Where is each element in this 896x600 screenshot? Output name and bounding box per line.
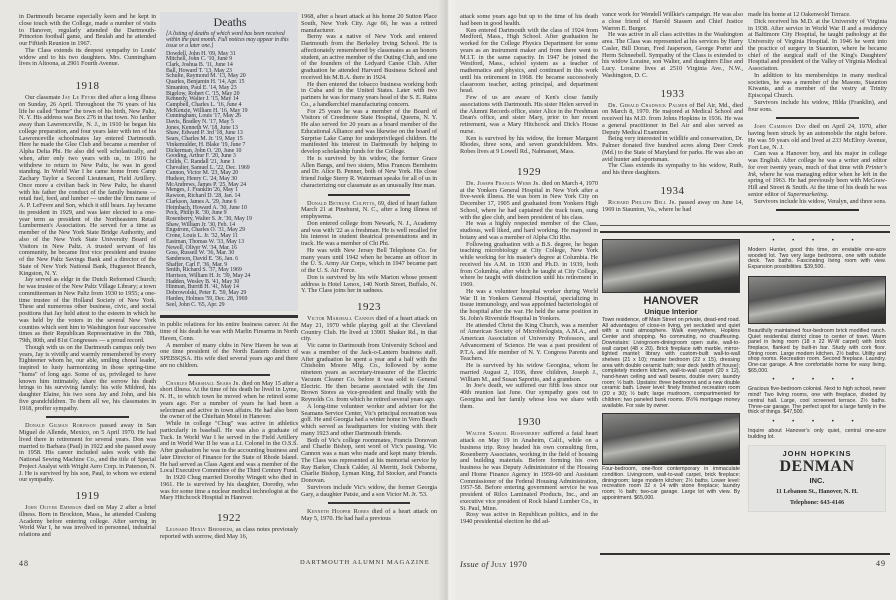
death-entry: Quarles, Benjamin H. '14, Apr. 15	[166, 79, 245, 86]
section-divider	[188, 374, 271, 376]
paragraph: Berny was a native of New York and entered Dartmouth from the Berkeley Irving School. He is affectionately remembered by classmates as an honors student, an active member of the Outing Club, and one of the founders of the Ledyard Canoe Club. After graduation he attended Harvard Business School and received his M.B.A. there in 1924.	[301, 33, 437, 81]
text: died on March 4, 1970 at the Yonkers General Hospital in New York after a five-week illness. He was born in New York City on December 17, 1905 and graduated from Yonkers High School, where he had captained the track team, sung with the glee club, and been president of his class.	[460, 179, 598, 221]
deceased-name: Walter Samuel Rosenberry	[466, 430, 541, 438]
column-3	[301, 14, 437, 523]
ad-headline: HANOVER	[643, 295, 699, 307]
death-entry: Seel, John C. '65, Apr. 29	[166, 301, 225, 308]
death-entry: Shaffer, Carl F. '36, Mar. 9	[166, 261, 228, 268]
death-entry: Dowdell, John H. '09, May 31	[166, 50, 236, 57]
listing-colonial: Gracious five-bedroom colonial. Next to high school, never mind! Two living rooms, one with fireplace, divided by central hall. Large, cool screened terrace. 2½ baths. Three-car garage. The perfect spot for a large family in the thick of things. $47,500.	[748, 386, 886, 416]
obituary-lefevre	[19, 95, 156, 277]
obituary-robes	[301, 509, 437, 523]
deceased-name: Victor Marshall Cannon	[307, 315, 375, 322]
ad-border-bottom	[600, 553, 890, 555]
paragraph: attack some years ago but up to the time of his death had been in good health.	[460, 13, 598, 27]
class-year-heading: 1930	[517, 416, 541, 429]
paragraph: The Class extends its sympathy to his widow, Ruth, and his three daughters.	[602, 162, 743, 176]
paragraph: Vic came to Dartmouth from University School and was a member of the Jack-o-Lantern business staff. After graduation he spent a year and a half with the Chisholm Moore Mfg. Co., followed by some nineteen years as secretary-treasurer of the Electric Vacuum Cleaner Co. before it was sold to General Electric. He then became associated with the Jim Brown Stores as vice-president and finally with the Reynolds Co. from which he retired several years ago.	[301, 342, 437, 403]
paragraph: He was a volunteer hospital worker during World War II in Yonkers General Hospital, specializing in tissue immunology, and was appointed bacteriologist of the hospital after the war. He held the same position in St. John's Riverside Hospital in Yonkers.	[460, 287, 598, 322]
paragraph: In Joe's death, we suffered our fifth loss since our 40th reunion last June. Our sympathy goes out to Georgina and her family whose loss we share with them.	[460, 382, 598, 410]
text: passed away in San Miguel de Allende, Mexico, on 5 April 1970. He had lived there in retirement for several years. Don was married to Barbara (Paul) in 1922 and she passed away in 1958. His career included sales work with the National Sewing Machine Co., and the title of Special Project Analyst with Wright Aero Corp. in Paterson, N. J. He is survived by his son, Paul, to whom we extend our sympathy.	[19, 422, 157, 484]
death-entry: Sears, Charles M. Jr. '19, May 15	[166, 136, 243, 143]
obituary-sears	[160, 381, 298, 422]
issue-date	[460, 559, 527, 569]
death-entry: Childs, C. Randall '21, June 1	[166, 158, 235, 165]
paragraph: Don is survived by his wife Marion whose present address is Hotel Lenox, 140 North Street, Buffalo, N. Y. The Class joins her in sadness.	[301, 273, 437, 295]
deceased-name: Leonard Henly Bernheim,	[166, 526, 234, 533]
death-entry: McAndrews, James P. '25, May 24	[166, 181, 247, 188]
obituary-palmer	[602, 103, 743, 137]
text: died after a long illness on Sunday, 26 April. Throughout the 76 years of his life he called "home" the town of his birth, New Paltz, N. Y. His address was Box 276 in that town. No farther away than Lawrenceville, N. J., in 1910 he began his college preparation, and four years later with ten of his Lawrenceville schoolmates Jay entered Dartmouth. Here he made the Glee Club and became a member of Alpha Delta Phi. He also did well scholastically, and when, after only two years with us, in 1916 he withdrew to return to New Paltz, he was in good standing. In World War I he came home from Camp Zachary Taylor a Second Lieutenant, Field Artillery. Once more a civilian back in New Paltz, he shared with his father the conduct of the family business — retail fuel, feed, and lumber — under the firm name of A. P. LeFevre and Son, which it still bears. Jay became its president in 1929, and was later elected to a one-year term as president of the Northeastern Retail Lumbermen's Association. He served for a time as member of the New York State Bridge Authority, and also of the New York State University Board of Visitors in New Paltz. A trusted servant of his community, he became first vice president and trustee of the New Paltz Savings Bank and a director of the State of New York National Bank, Huguenot Branch, Kingston, N. Y.	[19, 94, 156, 277]
obituary-robinson	[19, 423, 156, 484]
paragraph: He is survived by his widow, the former Grace Allen Bangs, and two sisters, Miss Frances Bernheim and Dr. Alice B. Penner, both of New York. His close friend Judge Sterry R. Waterman speaks for all of us in characterizing our classmate as an unusually fine man.	[301, 154, 437, 189]
section-divider	[46, 416, 128, 418]
listing-hanover: Town residence, off Main Street on private, dead-end road. All advantages of close-in living, yet secluded and quiet with a rural atmosphere. Walk everywhere, Hopkins Center and shopping. No commuting, no chauffeuring. Downstairs: Livingroom-diningroom open suite, wall-to-wall carpet (48 x 20). Brick fireplace with marble, mirror-lighted mantel; library with custom-built wall-to-wall shelves (21 x 10); master bedroom (22 x 15), dressing area with double ceramic bath; rear deck (width of house); completely modern kitchen, wall-to-wall carpet (20 x 12), hand-hewn ceiling and wall beams, double oven; laundry room; ½ bath. Upstairs: three bedrooms and a new double ceramic bath. Lower level: finely finished recreation room (20 x 30); ½ bath; large mudroom, compartmented for children; two paneled bunk rooms. 8½% mortgage money available. For sale by owner.	[602, 317, 740, 409]
death-entry: Engstrom, Charles O. '31, May 29	[166, 227, 245, 234]
obituary-webb	[460, 181, 598, 222]
deaths-title: Deaths	[213, 15, 247, 29]
obituary-bell	[602, 200, 743, 214]
text: died on April 24, 1970, after having been struck by an automobile the night before. He was 59 years old and lived at 233 McElroy Avenue, Fort Lee, N. J.	[748, 123, 887, 151]
obituary-colpitts	[301, 201, 437, 221]
column-4	[460, 14, 598, 526]
class-year-heading: 1934	[660, 184, 685, 197]
text: where he was managing editor when he left in the spring of 1963. He had previously been with McGraw-Hill and Street & Smith. At the time of his death he was senior editor of	[748, 170, 887, 198]
death-entry: Clarkson, James A. '29, June 6	[166, 198, 237, 205]
paragraph: He was active in all class activities in the Washington area. The Class was represented at his services by Harry Casler, Bill Doran, Fred Jasperson, George Porter and Herm Schneebell. Sympathy of the Class is extended to his widow Loraine, son Walter, and daughters Elise and Lucy. Loraine lives at 2510 Virginia Ave., N.W., Washington, D. C.	[602, 31, 743, 79]
death-entry: Schulte, Raymond M. '13, May 20	[166, 73, 246, 80]
text: 69, died of heart failure March 21 at Pinehurst, N. C., after a long illness of emphysema.	[301, 199, 437, 220]
listing-hunter: Modern Hunter, good this time, on enviable one-acre wooded lot. Two very large bedrooms, one with outside deck. Two baths. Fascinating living room with view. Expansion possibilities. $39,500.	[748, 247, 886, 271]
house-photo-ranch	[748, 276, 886, 324]
column-1	[19, 14, 156, 539]
section-divider	[776, 117, 859, 119]
deceased-name: Richard Phillips Bell Jr.	[608, 198, 677, 206]
death-entry: Heimbach, Howard A. '30, June 10	[166, 204, 247, 211]
text: of Bel Air, Md., died on March 8, 1970. He majored at Medical School and received his M.D. from Johns Hopkins in 1936. He was a general practitioner in Bel Air and also served as Deputy Medical Examiner.	[602, 101, 743, 136]
text: died of a heart attack on May 21, 1970 while playing golf at the Cleveland Country Club. He lived at 13901 Shaker Rd., in that city.	[301, 315, 437, 343]
deceased-name: Dr. Joseph Francis Webb Jr.	[466, 179, 541, 187]
death-entry: Bigelow, Robert C. '15, May 20	[166, 90, 240, 97]
paragraph: in Dartmouth became especially keen and he kept in close touch with the College, made a number of visits to Hanover, regularly attended the Dartmouth-Princeton football game, and Beulah and he attended our Fiftieth Reunion in 1967.	[19, 13, 156, 47]
listing-lot: Inquire about Hanover's only quiet, central one-acre building lot.	[748, 427, 886, 440]
paragraph: Both of Vic's college roommates, Francis Donovan and Charlie Bishop, sent word of Vic's passing. Vic Cannon was a man who made and kept many friends. The Class was represented at his memorial service by Ray Barker, Chuck Calder, Al Merritt, Jock Osborne, Charlie Bishop, Lyman King, Ed Stocker, and Francis Donovan.	[301, 436, 437, 484]
issue-label: Issue of	[460, 559, 489, 569]
column-5	[602, 12, 743, 213]
listing-contemporary: Four-bedroom, one-floor contemporary in immaculate condition. Livingroom, wall-to-wall carpet, brick fireplace; diningroom; large modern kitchen; 2½ baths. Lower level: recreation room 32 x 14 with stone fireplace; laundry room; ½ bath; two-car garage. Large lot with view. By appointment. $65,000.	[602, 466, 740, 501]
paragraph: Dick received his M.D. at the University of Virginia in 1938. After service in World War II and a residency at Baltimore City Hospital, he taught pathology at the University of Virginia Hospital. In 1946 he went into the practice of surgery in Staunton, where he became chief of the surgical staff of the King's Daughters' Hospital and president of the Valley of Virginia Medical Association.	[748, 17, 887, 72]
agency-name: DENMAN	[779, 458, 855, 476]
death-entry: Sanderson, David E. '36, Jan. 6	[166, 255, 238, 262]
house-photo-hanover	[602, 239, 740, 293]
death-entry: Vinkemulder, H. Blake '19, June 7	[166, 141, 246, 148]
death-entry: Harden, Holmes '59, Dec. 28, 1969	[166, 295, 248, 302]
agency-line: JOHN HOPKINS	[782, 449, 852, 459]
death-entry: Campbell, Charles L. '16, June 4	[166, 101, 242, 108]
paragraph: He attended Christ the King Church, was a member of American Society of Microbiologists, A.M.A., and American Association of University Professors, and Advancement of Science. He was a past president of P.T.A. and life member of N. Y. Congress Parents and Teachers.	[460, 321, 598, 363]
separator-dots: • • • • •	[772, 377, 862, 384]
column-6	[748, 12, 887, 216]
deceased-name: Charles Marshall Sears Jr.	[166, 379, 241, 387]
death-entry: Davis, Bradley N. '17, May 5	[166, 119, 234, 126]
death-entry: Menges, J. Franklin '26, May 1	[166, 187, 238, 194]
paragraph: vance work for Wendell Willkie's campaign. He was also a close friend of Harold Stassen and Chief Justice Warren E. Burger.	[602, 11, 744, 32]
paragraph: 1968, after a heart attack at his home 20 Sutton Place South, New York City. Age 66, he was a retired manufacturer.	[301, 13, 437, 34]
death-entry: Gooding, Arthur F. '20, June 3	[166, 153, 236, 160]
paragraph: Few of us are aware of Ken's close family associations with Dartmouth. His sister Helen served in the Alumni Records office, sister Alice in the Freshman Dean's office, and sister Mary, prior to her recent retirement, was a Mary Hitchcock and Dick's House nurse.	[460, 94, 598, 135]
deceased-name: Kenneth Hooper Robes	[307, 508, 370, 516]
death-entry: Eastman, Thomas W. '33, May 13	[166, 238, 244, 245]
paragraph: Survivors include his widow, Veralyn, and three sons.	[754, 197, 887, 205]
death-entry: Rosenberry, Walter S. Jr. '30, May 19	[166, 216, 252, 222]
death-entry: Harrison, William H. Jr. '39, May 24	[166, 273, 251, 280]
section-divider	[160, 315, 298, 318]
paragraph: Ken entered Dartmouth with the class of 1924 from Medford, Mass., High School. After graduation he worked for the College Physics Department for some years as an instrument maker and from there went to M.I.T. in the same capacity. In 1947 he joined the Westford, Mass., school system as a teacher of mathematics and physics, and continued in this work until his retirement in 1968. He became successively classroom teacher, acting principal, and department head.	[460, 26, 598, 95]
text: Cam was a Hanover boy, and his major in college was English. After college he was a writer and editor for over twenty years, much of that time with	[748, 150, 887, 171]
death-entry: Chevalier, Samuel L. '22, Dec. 1969	[166, 164, 250, 171]
separator-dots: • • • • •	[772, 238, 862, 244]
page-spine-shadow	[438, 0, 458, 600]
publication-title: Supermarketing.	[787, 190, 829, 198]
ad-border-top	[600, 225, 890, 226]
ad-border-top	[600, 231, 890, 233]
class-year-heading: 1929	[517, 165, 541, 178]
death-entry: Rawson, Richard D. '28, Jan. 14	[166, 193, 241, 200]
section-divider	[776, 209, 859, 211]
deaths-note: [A listing of deaths of which word has been received within the past month. Full notices may appear in this issue or a later one.]	[166, 31, 289, 50]
death-entry: Dickerman, John O. '20, June 10	[166, 147, 242, 154]
paragraph: He is survived by his widow Georgina, whom he married August 2, 1936, three children, Joseph J., William M., and Susan Saporito, and a grandson.	[460, 362, 598, 383]
death-entry: Hudson, Henry C. '24, May 30	[166, 176, 237, 183]
death-entry: Ball, Howard T. '13, May 23	[166, 67, 232, 74]
issue-month: July 1970	[491, 559, 528, 569]
page-number: 49	[876, 559, 886, 568]
paragraph: In 1920 Chug married Dorothy Wingett who died in 1961. He is survived by his daughter, Dorothy, who was for some time a nuclear medical technologist at the Mary Hitchcock Hospital in Hanover.	[160, 474, 298, 502]
paragraph: While in college "Chug" was active in athletics particularly in baseball. He was also a graduate of Tuck. In World War I he served in the Field Artillery and in World War II he was a Lt. Colonel in the O.S.S. After graduation he was in the accounting business and later Director of Finance for the State of Rhode Island. He had served as Class Agent and was a member of the Local Executive Committee of the Third Century Fund.	[160, 420, 298, 475]
agency-inc: INC.	[809, 476, 825, 486]
paragraph: The Class extends its deepest sympathy to Louis' widow and to his two daughters. Mrs. Cunningham lives in Altoona, at 2901 Fourth Avenue.	[19, 46, 156, 68]
separator-dots: • • • • •	[772, 418, 862, 425]
deaths-box	[160, 12, 298, 311]
deceased-name: Donald Gilman Robinson	[25, 422, 96, 430]
text: died on May 2 after a brief illness. Born in Brockton, Mass., he attended Cushing Academy before entering college. After serving in World War I, he was involved in personnel, industrial relations and	[19, 504, 156, 538]
agency-address: 11 Lebanon St., Hanover, N. H.	[776, 488, 858, 496]
right-page	[448, 0, 896, 600]
paragraph: made his home at 12 Oakenwold Terrace.	[748, 11, 851, 18]
death-entry: Crone, Louis L. Jr. '32, May 11	[166, 233, 238, 240]
death-entry: McKenzie, William H. '16, May 19	[166, 107, 248, 114]
death-entry: Peck, Philip R. '30, June 9	[166, 210, 227, 217]
paragraph: He was with New Jersey Bell Telephone Co. for many years until 1942 when he became an officer in the U. S. Army Air Corps, which in 1947 became part of the U. S. Air Force.	[301, 246, 437, 274]
deceased-name: John Oliver Emerson	[25, 504, 82, 511]
death-entry: Hadden, Wesley B. '41, May 30	[166, 278, 240, 285]
real-estate-advertisement	[600, 233, 890, 555]
agency-block	[748, 445, 886, 512]
deceased-name: Jay Le Fevre	[62, 94, 97, 101]
deceased-name: John Cameron Day	[754, 123, 807, 131]
obituary-rosenberry	[460, 431, 598, 512]
column-2	[160, 12, 298, 541]
paragraph	[748, 151, 887, 198]
text: Our classmate	[25, 94, 63, 101]
death-entry: Cunningham, Louis '17, May 26	[166, 113, 241, 120]
text: died of a heart attack on May 5, 1970. He had had a previous	[301, 508, 437, 522]
ad-subheadline: Unique Interior	[644, 307, 698, 316]
class-year-heading: 1923	[357, 301, 381, 313]
paragraph: Following graduation with a B.S. degree, he began teaching microbiology at City College, New York while working for his master's degree at Columbia. He received his A.M. in 1930 and Ph.D. in 1939, both from Columbia, after which he taught at City College, where he taught with distinction until his retirement in 1969.	[460, 240, 598, 288]
listing-ranch: Beautifully maintained four-bedroom brick modified ranch. Quiet residential district close to center of town. Warm panel in living room (18 x 22 W-W carpet) with brick fireplace, flanked by built-in bar. Study with cork floor. Dining room. Large modern kitchen. 2½ baths. Utility and shop rooms. Recreation room. Second fireplace. Laundry. One-car garage. A fine comfortable home for easy living. $65,000.	[748, 327, 886, 374]
paragraph: Being very interested in wildlife and conservation, Dr. Palmer donated five hundred acres along Deer Creek (Md.) to the State of Maryland for parks. He was also an avid hunter and sportsman.	[602, 135, 743, 163]
publication-title: Printer's Ink,	[748, 163, 887, 178]
death-entry: Clark, Joshua B. '11, June 14	[166, 62, 233, 69]
class-year-heading: 1919	[75, 490, 100, 502]
section-divider	[328, 502, 410, 504]
paragraph: in public relations for his entire business career. At the time of his death he was with Marlin Firearms in North Haven, Conn.	[160, 321, 298, 342]
death-entry: Shaw, Edward P. 3rd '18, June 13	[166, 130, 243, 137]
deaths-list	[166, 52, 294, 309]
text: as class notes previously reported with sorrow, died May 16,	[160, 526, 298, 540]
text: suffered a fatal heart attack on May 19 in Anaheim, Calif., while on a business trip. Rosy headed his own consulting firm, Rosenberry Associates, working in the field of housing and building materials. Before forming his own business he was Deputy Administrator of the Housing and Home Finance Agency in 1959-60 and Assistant Commissioner of the Federal Housing Administration, 1957-58. Before entering government service he was president of Rilco Laminated Products, Inc., and an executive vice president of Rock Island Lumber Co., in St. Paul, Minn.	[460, 430, 598, 512]
paragraph: Rosy was active in Republican politics, and in the 1940 presidential election he did ad-	[460, 511, 598, 525]
paragraph: Survivors include Vic's widow, the former Georgia Gary, a daughter Patsie, and a son Victor M. Jr. '53.	[301, 483, 437, 498]
paragraph: He then entered the tobacco business working both in Cuba and in the United States. Later with two partners he was for many years head of the S. E. Rains Co., a handkerchief manufacturing concern.	[301, 80, 437, 108]
section-divider	[328, 194, 410, 196]
magazine-title: DARTMOUTH ALUMNI MAGAZINE	[300, 559, 430, 566]
death-entry: Cannon, Victor M. '23, May 20	[166, 170, 239, 177]
class-year-heading: 1933	[660, 87, 685, 100]
paragraph: Don entered college from Newark, N. J., Academy and was with '22 as a freshman. He is well recalled for his interest in student theatrical presentations and in track. He was a member of Chi Phi.	[301, 219, 437, 247]
obituary-emerson	[19, 505, 156, 539]
death-entry: Newell, Oliver W. '34, Mar. 16	[166, 244, 238, 251]
paragraph: In addition to his memberships in many medical societies, he was a member of the Masons, Staunton Kiwanis, and a member of the vestry at Trinity Episcopal Church.	[748, 71, 887, 99]
death-entry: Mitchell, John C. '10, June 9	[166, 56, 233, 63]
death-entry: Dobrowolski, Peter E. '59, May 29	[166, 290, 247, 297]
class-year-heading: 1918	[75, 80, 100, 92]
paragraph: He was a highly respected member of the Class, studious, well liked, and hard working. He majored in botany and was a member of Alpha Chi Rho.	[460, 220, 598, 241]
paragraph: For 25 years he was a member of the Board of Visitors of Creedmore State Hospital, Queens, N. Y. He also served for 20 years as a board member of the Educational Alliance and was likewise on the board of Surprise Lake Camp for underprivileged children. He manifested his interest in Dartmouth by helping to develop scholarship funds for the College.	[301, 107, 437, 155]
paragraph: Though with us on the Dartmouth campus only two years, Jay is vividly and warmly remembered by every Eighteener whom he, our able, smiling choral leader, inspired to lusty harmonizing in those spring-time "hums" of long ago. Some of us, privileged to have known him intimately, share the sorrow his death brings to his surviving family: his wife Mildred, his daughter Elaine, his two sons Jay and John, and his five grandchildren. To them all we, his classmates in 1918, proffer sympathy.	[19, 343, 156, 412]
paragraph: Jay served as eldgr in the Dutch Reformed Church; he was trustee of the New Paltz Village Library; a town committeeman in New Paltz from 1930 to 1955; a one-time trustee of the Holland Society of New York. These and numerous other business, civic, and social positions that Jay held attest to the esteem in which he was held by the voters in the several New York counties which sent him to Washington four successive times as their Republican Representative in the 78th, 79th, 80th, and 81st Congresses — a proud record.	[19, 276, 156, 344]
text: passed away on June 14, 1969 in Staunton, Va., where he had	[602, 198, 743, 213]
obituary-day	[748, 124, 887, 151]
page-number: 48	[19, 559, 29, 568]
agency-phone: Telephone: 643-4146	[789, 499, 845, 507]
paragraph: Survivors include his widow, Hilda (Franklin), and four sons.	[748, 98, 887, 113]
paragraph: A long-time volunteer worker and adviser for the Seamans Service Center, Vic's principal recreation was golf. He and Georgia had a winter home in Vero Beach which served as headquarters for visiting with their many 1923 and other Dartmouth friends.	[301, 402, 437, 437]
ad-right-column	[748, 235, 886, 512]
death-entry: Hinman, Burritt H. '41, May 14	[166, 284, 239, 291]
death-entry: Shaw, William Jr. '30, Feb. 14	[166, 221, 236, 228]
death-entry: Kennedy, Walter J. '15, May 14	[166, 96, 239, 103]
obituary-bernheim	[160, 527, 298, 541]
paragraph: Ken is survived by his widow, the former Margaret Rhodes, three sons, and seven grandchildren. Mrs. Robes lives at 9 Lowell Rd., Nabnasset, Mass.	[460, 134, 598, 155]
house-photo-contemporary	[602, 413, 740, 465]
deceased-name: Dr. Gerald Chadwick Palmer	[608, 101, 688, 109]
paragraph: A member of many clubs in New Haven he was at one time president of the North Eastern district of SPEBSQSA. His wife died several years ago and there are no children.	[160, 341, 298, 369]
death-entry: Simanton, Paul E. '14, May 23	[166, 84, 237, 91]
text: died on May 15 after a short illness. At the time of his death he lived in Lyme, N. H., to which town he moved when he retired some years ago. For a number of years he had been a selectman and active in town affairs. He had also been the owner of the Chieftain Motel in Hanover.	[160, 379, 298, 421]
class-year-heading: 1922	[217, 512, 241, 524]
death-entry: Jones, Kenneth W. '18, June 13	[166, 124, 238, 131]
death-entry: Goss, Russell W. '36, Mar. 30	[166, 250, 235, 257]
deceased-name: Donald Bethune Colpitts,	[307, 199, 377, 207]
obituary-cannon	[301, 316, 437, 343]
death-entry: Smith, Richard S. '37, May 1969	[166, 267, 242, 274]
ad-left-column	[602, 239, 740, 501]
